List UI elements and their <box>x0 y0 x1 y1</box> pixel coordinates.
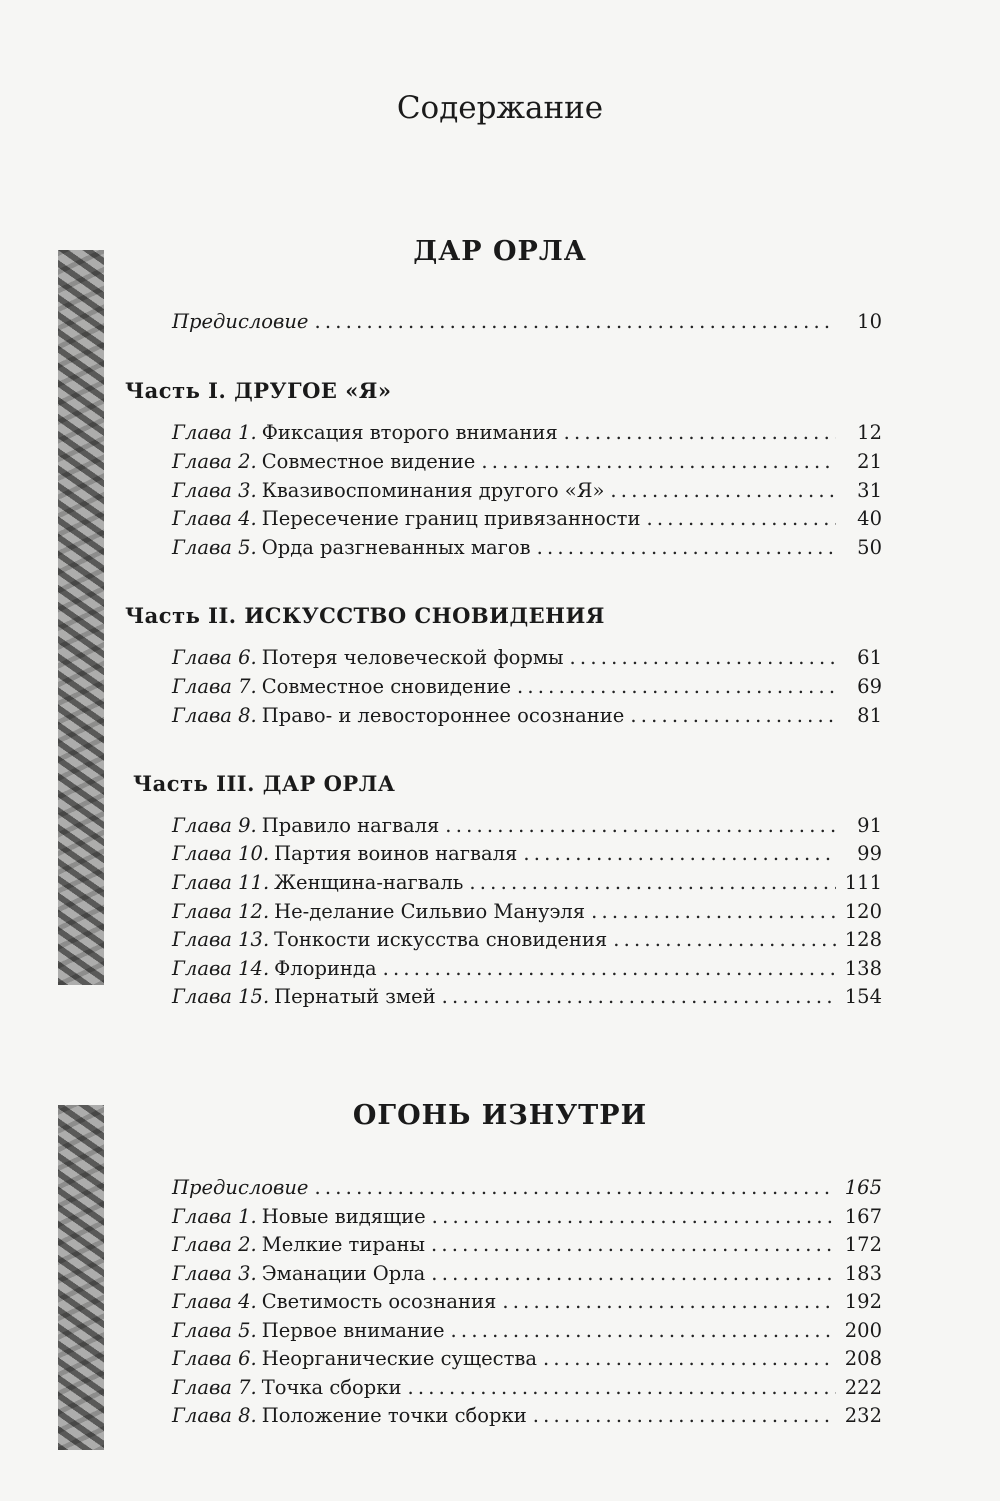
toc-entry <box>172 1347 882 1375</box>
chapter-name: Мелкие тираны <box>261 1233 425 1256</box>
decorative-ornament-strip <box>58 250 104 985</box>
chapter-name: Первое внимание <box>261 1319 445 1342</box>
entry-label: Предисловие <box>172 310 309 333</box>
leader-dots <box>543 1347 836 1370</box>
leader-dots <box>613 928 836 951</box>
chapter-label: Глава 2. <box>172 450 257 473</box>
chapter-label: Глава 3. <box>172 479 257 502</box>
chapter-name: Квазивоспоминания другого «Я» <box>261 479 605 502</box>
chapter-name: Право- и левостороннее осознание <box>261 704 625 727</box>
toc-entry <box>172 536 882 564</box>
page-number: 81 <box>857 704 882 727</box>
leader-dots <box>431 1233 836 1256</box>
chapter-label: Глава 11. <box>172 871 270 894</box>
leader-dots <box>564 421 836 444</box>
page-number: 222 <box>844 1376 882 1399</box>
toc-entry <box>172 900 882 928</box>
toc-entry <box>172 871 882 899</box>
leader-dots <box>451 1319 836 1342</box>
chapter-label: Глава 7. <box>172 675 257 698</box>
page-number: 111 <box>844 871 882 894</box>
toc-entry <box>172 1290 882 1318</box>
chapter-name: Пересечение границ привязанности <box>261 507 641 530</box>
leader-dots <box>517 675 836 698</box>
page-number: 10 <box>857 310 882 333</box>
page-number: 165 <box>844 1176 882 1199</box>
toc-entry <box>172 704 882 732</box>
chapter-label: Глава 8. <box>172 704 257 727</box>
chapter-label: Глава 14. <box>172 957 270 980</box>
chapter-name: Партия воинов нагваля <box>274 842 518 865</box>
page-number: 232 <box>844 1404 882 1427</box>
page-number: 31 <box>857 479 882 502</box>
page-number: 120 <box>844 900 882 923</box>
leader-dots <box>533 1404 836 1427</box>
chapter-label: Глава 2. <box>172 1233 257 1256</box>
page-number: 172 <box>844 1233 882 1256</box>
chapter-label: Глава 4. <box>172 1290 257 1313</box>
page-number: 61 <box>857 646 882 669</box>
chapter-label: Глава 8. <box>172 1404 257 1427</box>
chapter-name: Флоринда <box>274 957 377 980</box>
chapter-label: Глава 3. <box>172 1262 257 1285</box>
page-number: 208 <box>844 1347 882 1370</box>
toc-entry <box>172 507 882 535</box>
chapter-name: Положение точки сборки <box>261 1404 527 1427</box>
page-number: 91 <box>857 814 882 837</box>
toc-entry <box>172 421 882 449</box>
chapter-label: Глава 6. <box>172 1347 257 1370</box>
chapter-name: Светимость осознания <box>261 1290 497 1313</box>
toc-entry <box>172 814 882 842</box>
toc-entry <box>172 985 882 1013</box>
toc-entry <box>172 1262 882 1290</box>
chapter-label: Глава 15. <box>172 985 270 1008</box>
entry-label: Предисловие <box>172 1176 309 1199</box>
leader-dots <box>630 704 836 727</box>
page-number: 200 <box>844 1319 882 1342</box>
chapter-label: Глава 12. <box>172 900 270 923</box>
chapter-name: Правило нагваля <box>261 814 440 837</box>
chapter-name: Пернатый змей <box>274 985 436 1008</box>
toc-entry <box>172 450 882 478</box>
chapter-name: Фиксация второго внимания <box>261 421 558 444</box>
part-title: Часть II. ИСКУССТВО СНОВИДЕНИЯ <box>125 603 605 628</box>
chapter-label: Глава 5. <box>172 1319 257 1342</box>
chapter-label: Глава 4. <box>172 507 257 530</box>
toc-entry <box>172 1404 882 1432</box>
toc-entry <box>172 1233 882 1261</box>
toc-entry <box>172 1319 882 1347</box>
leader-dots <box>481 450 836 473</box>
leader-dots <box>407 1376 836 1399</box>
chapter-name: Новые видящие <box>261 1205 426 1228</box>
chapter-label: Глава 5. <box>172 536 257 559</box>
page-title: Содержание <box>396 90 604 126</box>
toc-entry-preface <box>172 310 882 338</box>
page-number: 69 <box>857 675 882 698</box>
leader-dots <box>431 1262 836 1285</box>
page-number: 50 <box>857 536 882 559</box>
leader-dots <box>383 957 836 980</box>
leader-dots <box>646 507 836 530</box>
page-number: 192 <box>844 1290 882 1313</box>
page-number: 128 <box>844 928 882 951</box>
toc-entry <box>172 1376 882 1404</box>
leader-dots <box>523 842 836 865</box>
toc-entry <box>172 1205 882 1233</box>
leader-dots <box>314 1176 836 1199</box>
chapter-label: Глава 10. <box>172 842 270 865</box>
chapter-label: Глава 9. <box>172 814 257 837</box>
toc-entry <box>172 928 882 956</box>
leader-dots <box>314 310 836 333</box>
leader-dots <box>610 479 836 502</box>
chapter-name: Тонкости искусства сновидения <box>274 928 608 951</box>
leader-dots <box>432 1205 836 1228</box>
leader-dots <box>502 1290 836 1313</box>
part-title: Часть I. ДРУГОЕ «Я» <box>125 378 392 403</box>
leader-dots <box>591 900 836 923</box>
chapter-label: Глава 7. <box>172 1376 257 1399</box>
leader-dots <box>445 814 836 837</box>
page-number: 40 <box>857 507 882 530</box>
chapter-name: Совместное сновидение <box>261 675 511 698</box>
leader-dots <box>570 646 836 669</box>
chapter-label: Глава 1. <box>172 421 257 444</box>
page-number: 99 <box>857 842 882 865</box>
chapter-name: Эманации Орла <box>261 1262 426 1285</box>
chapter-name: Женщина-нагваль <box>274 871 464 894</box>
toc-entry <box>172 675 882 703</box>
toc-entry <box>172 842 882 870</box>
page-number: 154 <box>844 985 882 1008</box>
toc-entry-preface <box>172 1176 882 1204</box>
page-number: 12 <box>857 421 882 444</box>
chapter-name: Совместное видение <box>261 450 476 473</box>
chapter-name: Неорганические существа <box>261 1347 537 1370</box>
part-title: Часть III. ДАР ОРЛА <box>133 771 396 796</box>
book-title: ДАР ОРЛА <box>413 236 587 267</box>
chapter-name: Не-делание Сильвио Мануэля <box>274 900 586 923</box>
leader-dots <box>469 871 836 894</box>
book-title: ОГОНЬ ИЗНУТРИ <box>352 1100 648 1131</box>
leader-dots <box>537 536 836 559</box>
chapter-name: Точка сборки <box>261 1376 402 1399</box>
page-number: 21 <box>857 450 882 473</box>
chapter-label: Глава 6. <box>172 646 257 669</box>
toc-entry <box>172 957 882 985</box>
page-number: 167 <box>844 1205 882 1228</box>
leader-dots <box>442 985 836 1008</box>
chapter-label: Глава 1. <box>172 1205 257 1228</box>
chapter-label: Глава 13. <box>172 928 270 951</box>
page-number: 138 <box>844 957 882 980</box>
chapter-name: Потеря человеческой формы <box>261 646 564 669</box>
decorative-ornament-strip <box>58 1105 104 1450</box>
page-number: 183 <box>844 1262 882 1285</box>
chapter-name: Орда разгневанных магов <box>261 536 531 559</box>
toc-entry <box>172 479 882 507</box>
toc-entry <box>172 646 882 674</box>
